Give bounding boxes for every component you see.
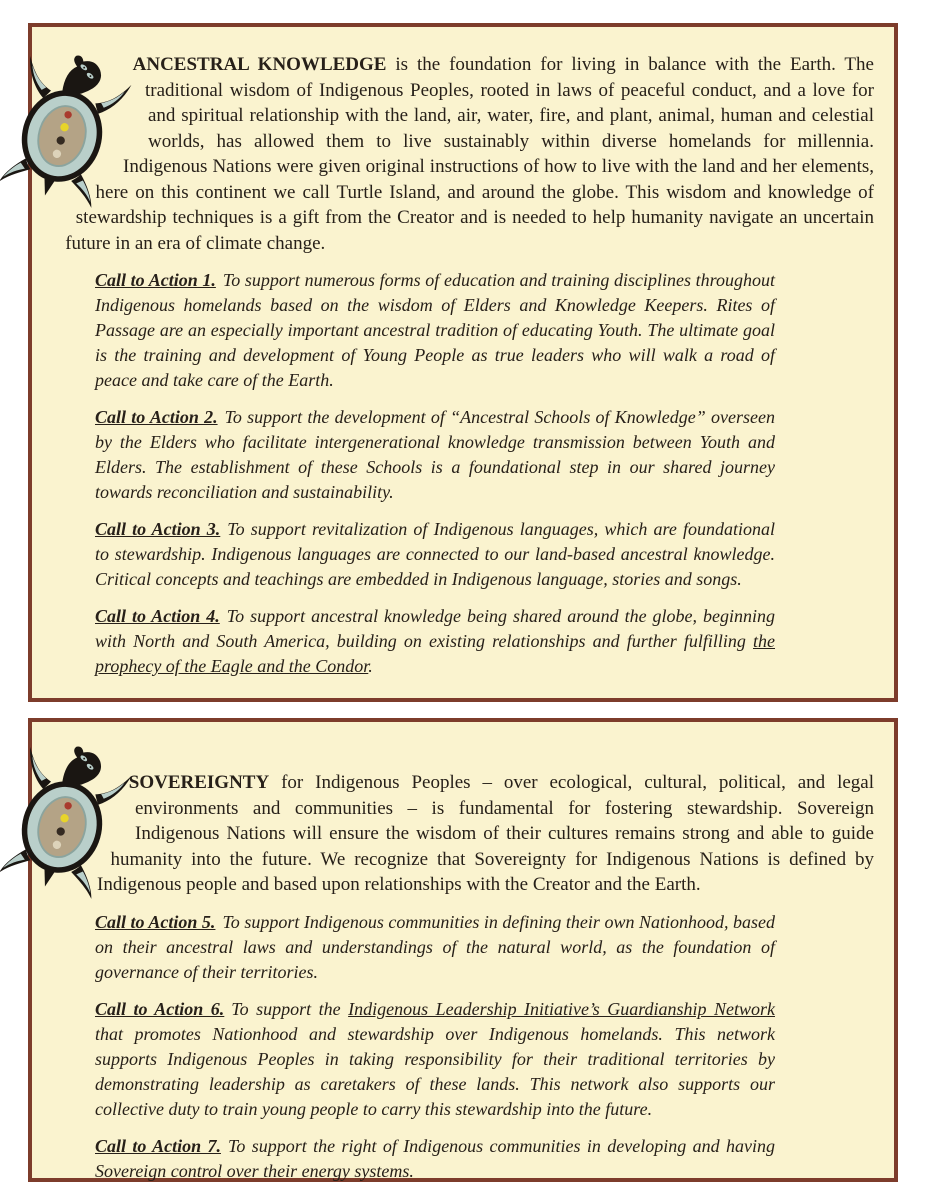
intro-paragraph [55,52,874,256]
ancestral-knowledge-panel [28,23,898,702]
section-title: ANCESTRAL KNOWLEDGE [132,54,387,75]
call-to-action-4 [95,604,775,679]
panel-content [32,722,894,1184]
call-to-action-6 [95,997,775,1122]
cta-label: Call to Action 3. [95,519,221,539]
cta-label: Call to Action 6. [95,998,225,1019]
section-title: SOVEREIGNTY [128,772,270,793]
cta-body: To support Indigenous communities in defining their own Nationhood, based on their ancestral laws and understandings of the natural world, as the foundation of governance of their territories. [95,911,775,982]
call-to-action-3 [95,517,775,592]
cta-label: Call to Action 1. [95,270,216,290]
call-to-action-7 [95,1134,775,1184]
turtle-icon [2,740,122,892]
cta-body: To support the right of Indigenous communities in developing and having Sovereign control over their energy systems. [95,1135,775,1181]
turtle-icon [2,49,122,201]
sovereignty-panel [28,718,898,1182]
cta-label: Call to Action 4. [95,606,220,626]
cta-body: To support numerous forms of education and training disciplines throughout Indigenous homelands based on the wisdom of Elders and Knowledge Keepers. Rites of Passage are an especially important ancestral tradition of educating Youth. The ultimate goal is the training and development of Young People as true leaders who will walk a road of peace and take care of the Earth. [95,270,776,390]
cta-label: Call to Action 5. [95,911,216,932]
call-to-action-2 [95,405,775,505]
intro-paragraph [55,770,874,898]
cta-body: To support the Indigenous Leadership Initiative’s Guardianship Network that promotes Nationhood and stewardship over Indigenous homelands. This network supports Indigenous Peoples in taking responsibility for their traditional territories by demonstrating leadership as caretakers of these lands. This network also supports our collective duty to train young people to carry this stewardship into the future. [95,998,776,1119]
panel-content [32,27,894,679]
call-to-action-1 [95,268,775,393]
cta-body: To support the development of “Ancestral Schools of Knowledge” overseen by the Elders who facilitate intergenerational knowledge transmission between Youth and Elders. The establishment of these Schools is a foundational step in our shared journey towards reconciliation and sustainability. [95,407,776,502]
intro-text: is the foundation for living in balance with the Earth. The traditional wisdom of Indigenous Peoples, rooted in laws of peaceful conduct, and a love for and spiritual relationship with the land, air, water, fire, and plant, animal, human and celestial worlds, has allowed them to live sustainably within diverse homelands for millennia. Indigenous Nations were given original instructions of how to live with the land and her elements, here on this continent we call Turtle Island, and around the globe. This wisdom and knowledge of stewardship techniques is a gift from the Creator and is needed to help humanity navigate an uncertain future in an era of climate change. [65,54,874,254]
call-to-action-5 [95,910,775,985]
intro-text: for Indigenous Peoples – over ecological, cultural, political, and legal environments and communities – is fundamental for fostering stewardship. Sovereign Indigenous Nations will ensure the wisdom of their cultures remains strong and able to guide humanity into the future. We recognize that Sovereignty for Indigenous Nations is defined by Indigenous people and based upon relationships with the Creator and the Earth. [97,772,874,895]
cta-body: To support ancestral knowledge being shared around the globe, beginning with North and South America, building on existing relationships and further fulfilling the prophecy of the Eagle and the Condor. [95,606,775,676]
cta-label: Call to Action 7. [95,1135,221,1156]
cta-label: Call to Action 2. [95,407,218,427]
cta-body: To support revitalization of Indigenous languages, which are foundational to stewardship. Indigenous languages are connected to our land-based ancestral knowledge. Critical concepts and teachings are embedded in Indigenous language, stories and songs. [95,519,775,589]
